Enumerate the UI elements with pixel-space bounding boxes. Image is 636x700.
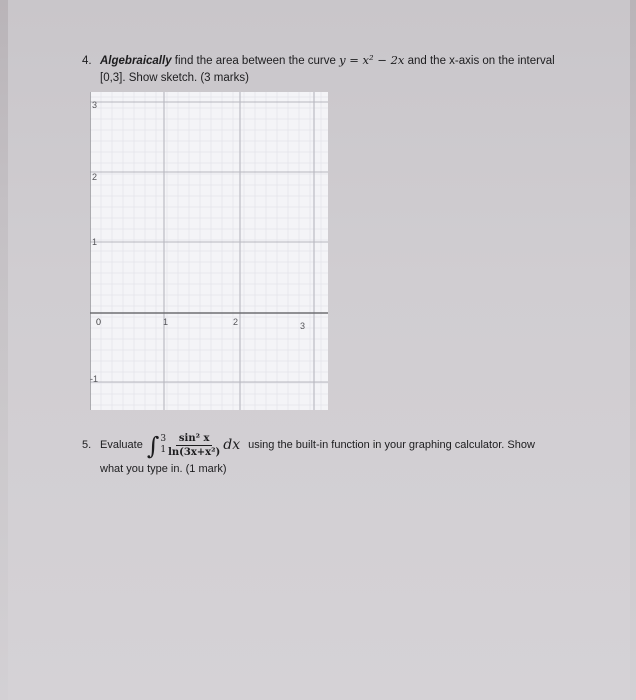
differential: dx: [223, 437, 241, 453]
question-5-line-2: what you type in. (1 mark): [100, 463, 227, 475]
y-tick-label-neg1: -1: [90, 374, 99, 384]
question-4-lead: Algebraically: [100, 55, 172, 67]
question-5-number: 5.: [82, 439, 92, 451]
question-4-text-a: find the area between the curve: [174, 55, 336, 67]
integrand-denominator: ln(3x+x²): [168, 446, 221, 458]
question-5-text-a: using the built-in function in your graphing calculator. Show: [248, 439, 535, 451]
question-4-number: 4.: [82, 55, 92, 67]
grid-svg: [90, 92, 330, 410]
sketch-grid: [90, 92, 330, 410]
y-tick-label-1: 1: [92, 237, 98, 247]
integral-limits: [160, 434, 166, 456]
question-4: [82, 52, 602, 87]
upper-limit: 3: [160, 434, 167, 444]
y-tick-label-2: 2: [92, 172, 98, 182]
x-tick-label-3: 3: [300, 321, 306, 331]
question-5: [82, 428, 602, 475]
worksheet-page: [8, 0, 630, 700]
question-4-text-b: and the x-axis on the interval: [407, 55, 555, 67]
x-tick-label-2: 2: [233, 317, 239, 327]
integrand-fraction: [168, 433, 220, 458]
question-4-line-2: [0,3]. Show sketch. (3 marks): [100, 72, 249, 84]
integral-expression: [147, 433, 244, 458]
question-5-lead: Evaluate: [100, 439, 143, 451]
x-tick-label-1: 1: [163, 317, 169, 327]
integrand-numerator: sin² x: [176, 433, 213, 446]
question-4-equation: y = x² − 2x: [339, 53, 405, 67]
y-tick-label-3: 3: [92, 100, 98, 110]
integral-sign-icon: ∫: [146, 432, 160, 460]
question-5-line-1: [82, 428, 602, 462]
x-tick-label-0: 0: [96, 317, 102, 327]
lower-limit: 1: [160, 445, 167, 455]
question-4-line-1: [82, 52, 602, 70]
